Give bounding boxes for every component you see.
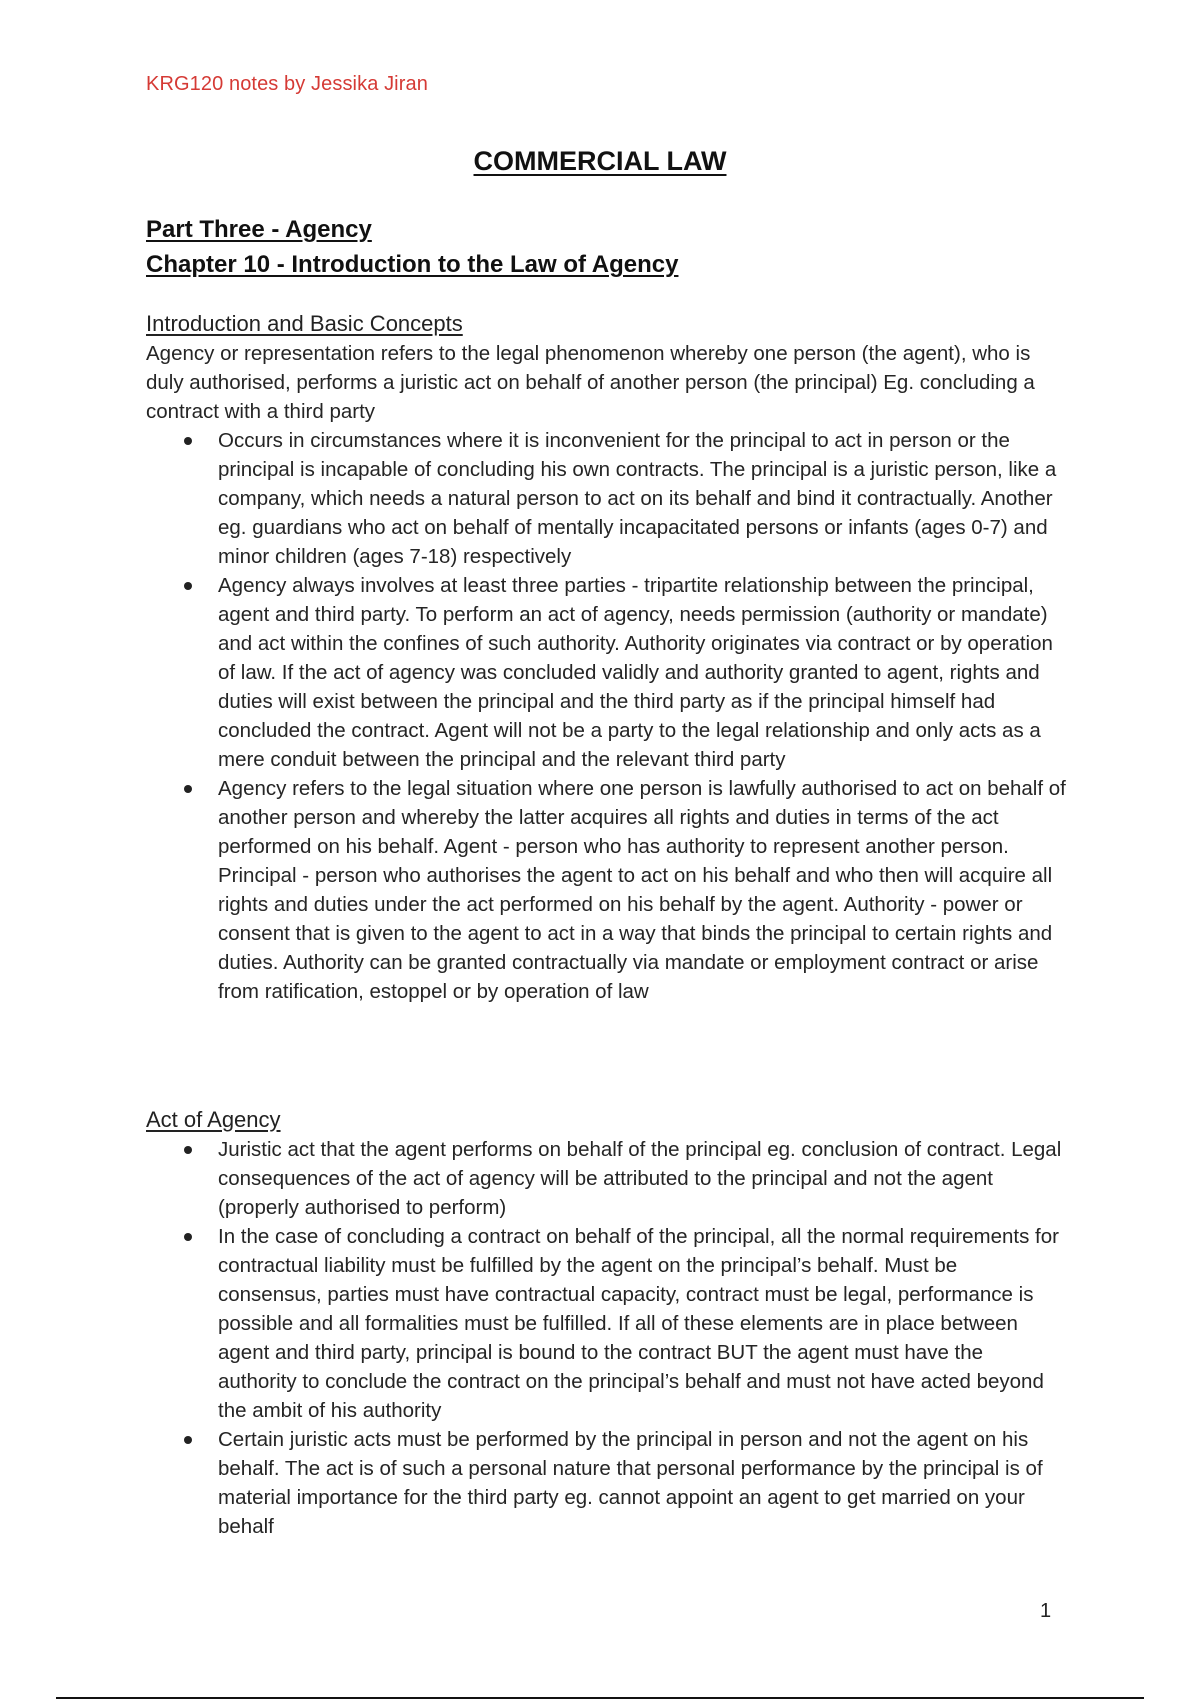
document-title: COMMERCIAL LAW (473, 146, 727, 176)
section-introduction (146, 309, 1066, 1006)
section-intro-paragraph: Agency or representation refers to the legal phenomenon whereby one person (the agent), who is duly authorised, performs a juristic act on behalf of another person (the principal) Eg. concluding a contract with a third party (146, 342, 1035, 423)
list-item (146, 1425, 1066, 1541)
bullet-icon (184, 1436, 192, 1444)
part-heading: Part Three - Agency (146, 216, 372, 243)
list-item-text: In the case of concluding a contract on behalf of the principal, all the normal requirements for contractual liability must be fulfilled by the agent on the principal’s behalf. Must be consensus, parties must have contractual capacity, contract must be legal, performance is possible and all formalities must be fulfilled. If all of these elements are in place between agent and third party, principal is bound to the contract BUT the agent must have the authority to conclude the contract on the principal’s behalf and must not have acted beyond the ambit of his authority (218, 1225, 1059, 1422)
list-item-text: Agency refers to the legal situation where one person is lawfully authorised to act on behalf of another person and whereby the latter acquires all rights and duties in terms of the act performed on his behalf. Agent - person who has authority to represent another person. Principal - person who authorises the agent to act on his behalf and who then will acquire all rights and duties under the act performed on his behalf by the agent. Authority - power or consent that is given to the agent to act in a way that binds the principal to certain rights and duties. Authority can be granted contractually via mandate or employment contract or arise from ratification, estoppel or by operation of law (218, 777, 1066, 1003)
bullet-icon (184, 1233, 192, 1241)
list-item-text: Agency always involves at least three parties - tripartite relationship between the principal, agent and third party. To perform an act of agency, needs permission (authority or mandate) and act within the confines of such authority. Authority originates via contract or by operation of law. If the act of agency was concluded validly and authority granted to agent, rights and duties will exist between the principal and the third party as if the principal himself had concluded the contract. Agent will not be a party to the legal relationship and only acts as a mere conduit between the principal and the relevant third party (218, 574, 1053, 771)
bullet-list (146, 426, 1066, 1006)
list-item-text: Juristic act that the agent performs on behalf of the principal eg. conclusion of contract. Legal consequences of the act of agency will be attributed to the principal and not the agent (properly authorised to perform) (218, 1138, 1062, 1219)
page-number: 1 (1040, 1600, 1052, 1622)
chapter-heading: Chapter 10 - Introduction to the Law of Agency (146, 251, 679, 278)
list-item (146, 1135, 1066, 1222)
section-act-of-agency (146, 1105, 1066, 1541)
bullet-icon (184, 785, 192, 793)
list-item (146, 426, 1066, 571)
bullet-list (146, 1135, 1066, 1541)
list-item-text: Occurs in circumstances where it is inconvenient for the principal to act in person or the principal is incapable of concluding his own contracts. The principal is a juristic person, like a company, which needs a natural person to act on its behalf and bind it contractually. Another eg. guardians who act on behalf of mentally incapacitated persons or infants (ages 0-7) and minor children (ages 7-18) respectively (218, 429, 1057, 568)
part-heading-block (146, 212, 678, 282)
list-item (146, 774, 1066, 1006)
bullet-icon (184, 437, 192, 445)
bullet-icon (184, 1146, 192, 1154)
header-note: KRG120 notes by Jessika Jiran (146, 73, 428, 95)
list-item (146, 571, 1066, 774)
section-title: Act of Agency (146, 1107, 281, 1132)
bottom-divider (56, 1697, 1144, 1699)
list-item (146, 1222, 1066, 1425)
bullet-icon (184, 582, 192, 590)
section-title: Introduction and Basic Concepts (146, 311, 463, 336)
list-item-text: Certain juristic acts must be performed by the principal in person and not the agent on his behalf. The act is of such a personal nature that personal performance by the principal is of material importance for the third party eg. cannot appoint an agent to get married on your behalf (218, 1428, 1043, 1538)
